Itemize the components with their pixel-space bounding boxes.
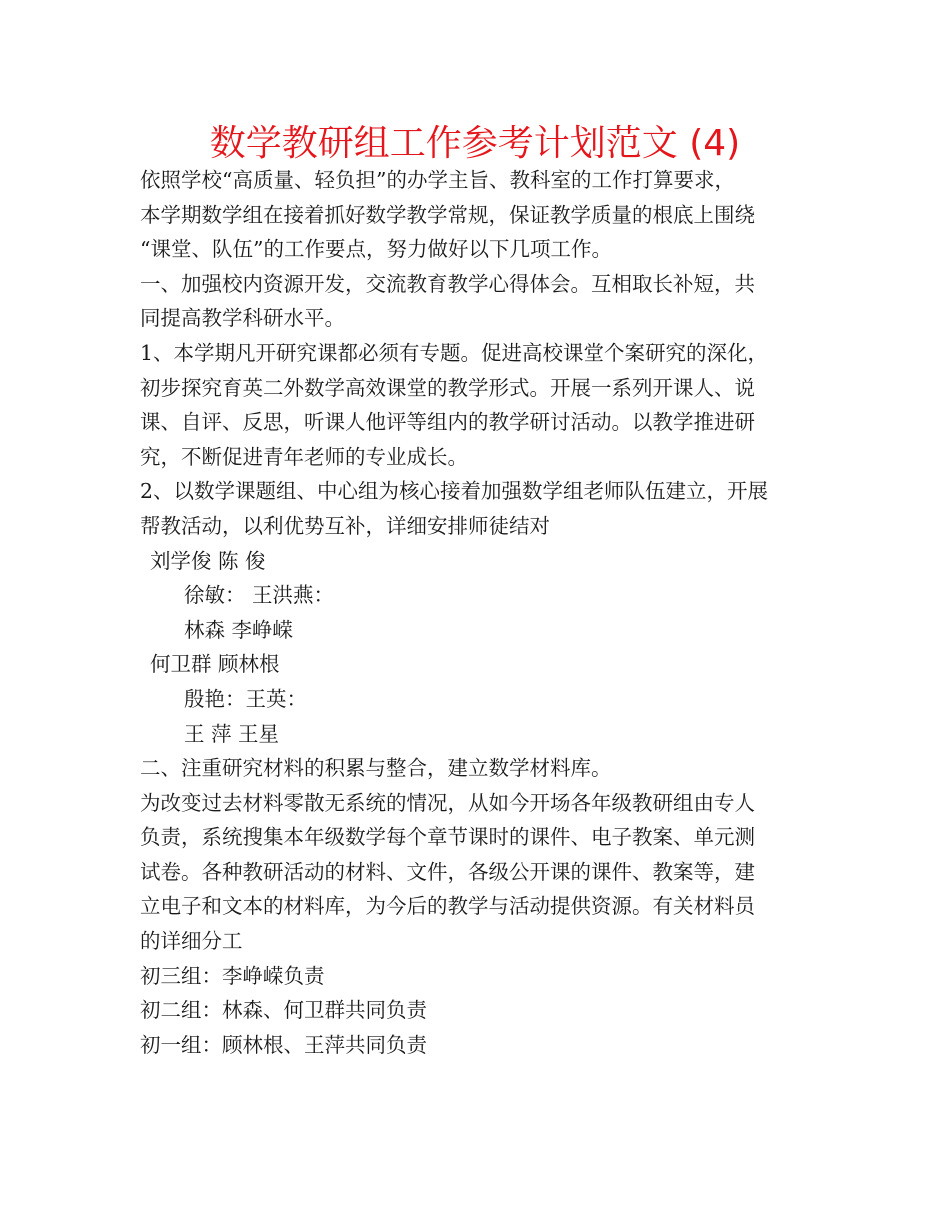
- text-line: 刘学俊 陈 俊: [150, 548, 266, 573]
- text-line: 初步探究育英二外数学高效课堂的教学形式。开展一系列开课人、说: [140, 375, 755, 400]
- text-line: 依照学校“高质量、轻负担”的办学主旨、教科室的工作打算要求，: [140, 168, 735, 192]
- text-line: 立电子和文本的材料库，为今后的教学与活动提供资源。有关材料员: [140, 894, 755, 919]
- text-line: 初三组：李峥嵘负责: [140, 963, 325, 988]
- text-line: 初二组：林森、何卫群共同负责: [140, 998, 427, 1023]
- text-line: 同提高教学科研水平。: [140, 306, 345, 331]
- text-line: 徐敏： 王洪燕：: [184, 583, 335, 608]
- document-title: 数学教研组工作参考计划范文 (4): [209, 123, 741, 164]
- text-line: 何卫群 顾林根: [150, 652, 280, 677]
- text-line: 负责，系统搜集本年级数学每个章节课时的课件、电子教案、单元测: [140, 825, 755, 850]
- text-line: 二、注重研究材料的积累与整合，建立数学材料库。: [140, 756, 612, 781]
- text-line: 一、加强校内资源开发，交流教育教学心得体会。互相取长补短，共: [140, 271, 755, 296]
- text-line: 殷艳：王英：: [184, 686, 307, 711]
- text-line: 2、以数学课题组、中心组为核心接着加强数学组老师队伍建立，开展: [140, 479, 769, 504]
- text-line: 课、自评、反思，听课人他评等组内的教学研讨活动。以教学推进研: [140, 410, 755, 435]
- text-line: 帮教活动，以利优势互补，详细安排师徒结对: [140, 513, 550, 538]
- text-line: “课堂、队伍”的工作要点，努力做好以下几项工作。: [140, 237, 612, 262]
- text-line: 王 萍 王星: [184, 721, 280, 746]
- text-line: 的详细分工: [140, 929, 243, 954]
- text-line: 究，不断促进青年老师的专业成长。: [140, 444, 468, 469]
- text-line: 试卷。各种教研活动的材料、文件，各级公开课的课件、教案等，建: [140, 859, 755, 884]
- text-line: 1、本学期凡开研究课都必须有专题。促进高校课堂个案研究的深化，: [140, 340, 769, 365]
- text-line: 本学期数学组在接着抓好数学教学常规，保证教学质量的根底上围绕: [140, 202, 755, 227]
- text-line: 为改变过去材料零散无系统的情况，从如今开场各年级教研组由专人: [140, 790, 755, 815]
- text-line: 初一组：顾林根、王萍共同负责: [140, 1032, 427, 1057]
- document-body: [140, 163, 820, 1062]
- text-line: 林森 李峥嵘: [184, 617, 294, 642]
